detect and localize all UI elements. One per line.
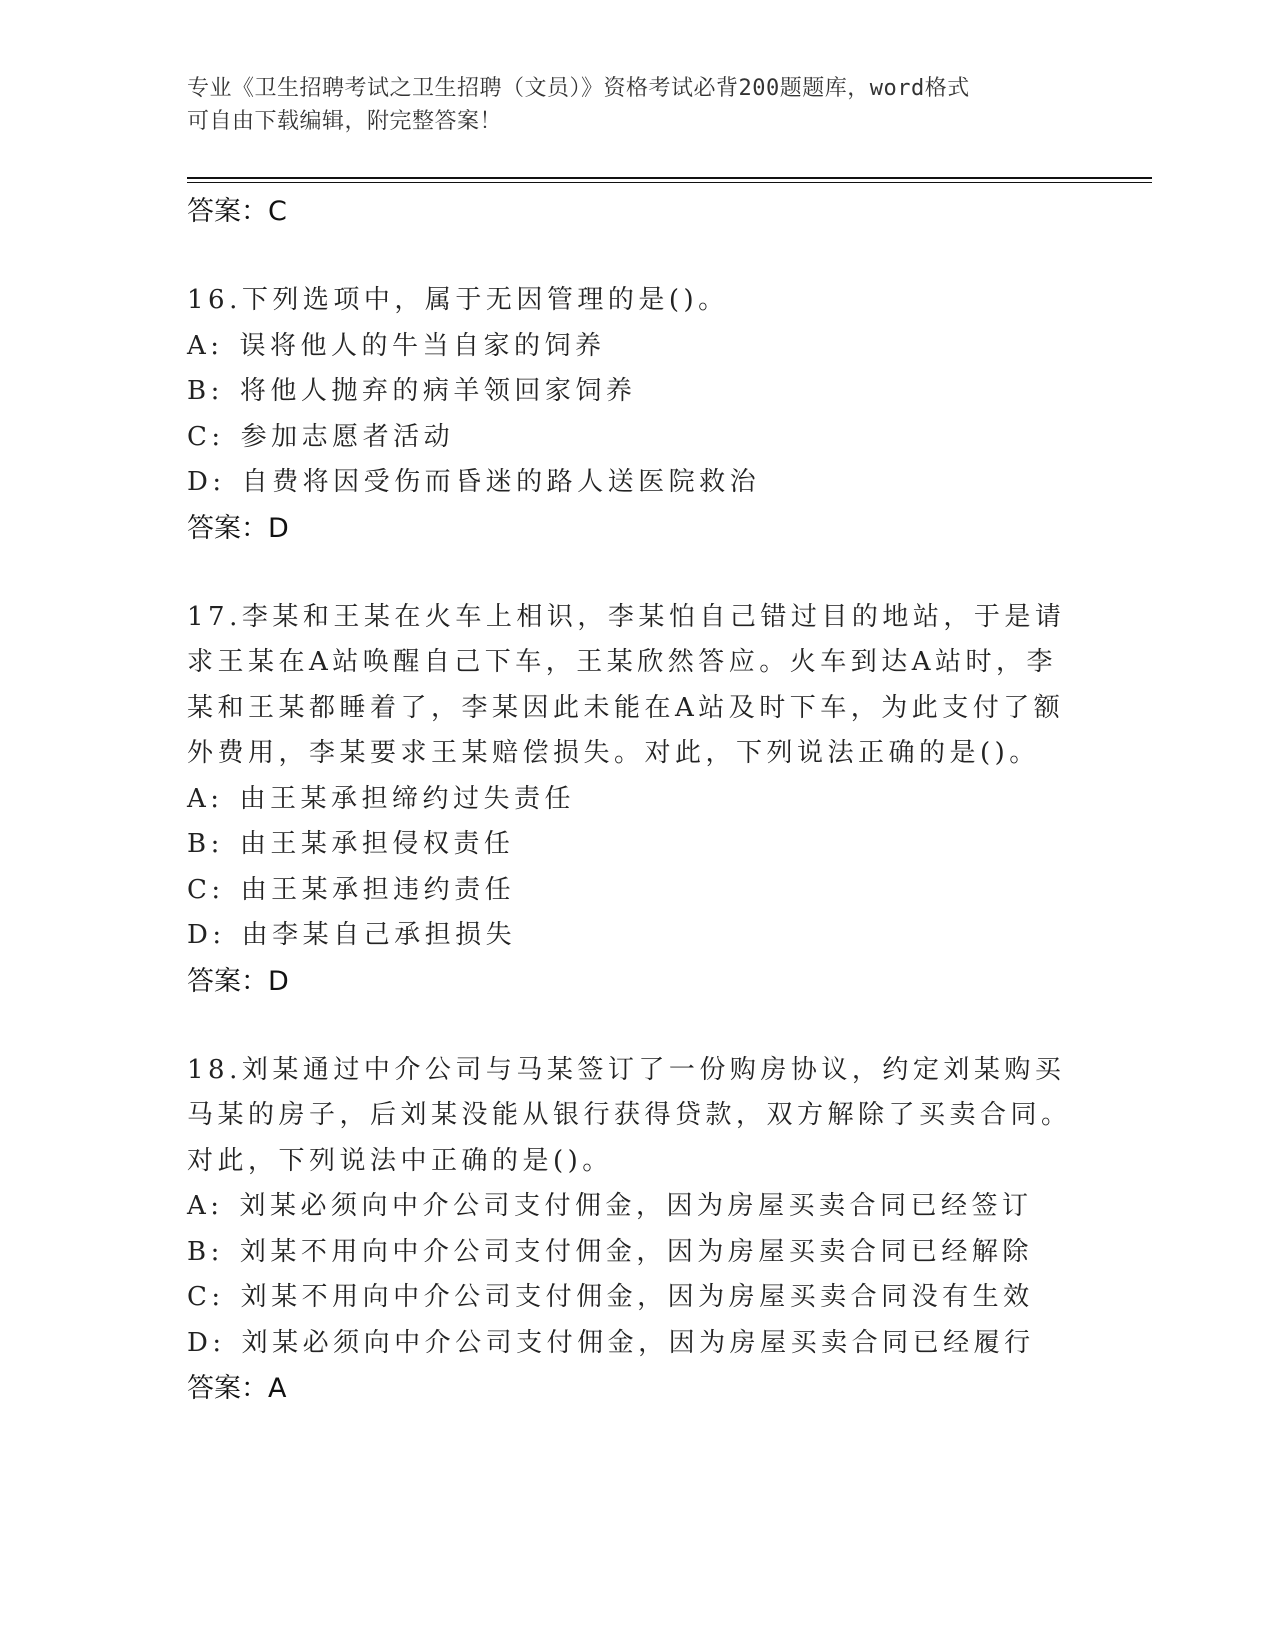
option-key: B:	[187, 829, 224, 859]
option-text: 参加志愿者活动	[240, 421, 455, 452]
option-c	[187, 1275, 1087, 1321]
question-17	[187, 595, 1087, 1004]
option-b	[187, 822, 1087, 868]
option-key: C:	[187, 421, 225, 452]
option-b	[187, 1230, 1087, 1276]
option-text: 刘某必须向中介公司支付佣金，因为房屋买卖合同已经签订	[239, 1191, 1033, 1221]
option-text: 刘某不用向中介公司支付佣金，因为房屋买卖合同没有生效	[240, 1282, 1034, 1312]
option-c	[187, 415, 1087, 461]
header-divider-thin	[187, 182, 1152, 183]
option-key: B:	[187, 376, 224, 406]
question-16	[187, 278, 1087, 551]
option-text: 由王某承担违约责任	[240, 874, 516, 905]
option-key: D:	[187, 1327, 226, 1358]
option-text: 自费将因受伤而昏迷的路人送医院救治	[241, 467, 761, 497]
option-c	[187, 868, 1087, 914]
option-key: D:	[187, 467, 226, 497]
option-key: B:	[187, 1236, 224, 1267]
header-line-2: 可自由下载编辑，附完整答案！	[187, 109, 503, 134]
question-18	[187, 1048, 1087, 1412]
option-a	[187, 324, 1087, 370]
option-text: 由李某自己承担损失	[241, 920, 517, 950]
option-key: A:	[187, 783, 224, 814]
header-line-1: 专业《卫生招聘考试之卫生招聘（文员）》资格考试必背200题题库，word格式	[187, 76, 970, 101]
question-stem: 18.刘某通过中介公司与马某签订了一份购房协议，约定刘某购买马某的房子，后刘某没能从银行获得贷款，双方解除了买卖合同。对此，下列说法中正确的是()。	[187, 1054, 1072, 1176]
option-a	[187, 777, 1087, 823]
option-key: D:	[187, 920, 226, 950]
document-header	[187, 72, 1067, 138]
option-key: C:	[187, 874, 225, 905]
answer-line: 答案：A	[187, 1373, 287, 1404]
question-stem: 17.李某和王某在火车上相识，李某怕自己错过目的地站，于是请求王某在A站唤醒自己下车，王某欣然答应。火车到达A站时，李某和王某都睡着了，李某因此未能在A站及时下车，为此支付了额外费用，李某要求王某赔偿损失。对此，下列说法正确的是()。	[187, 601, 1066, 768]
option-text: 刘某不用向中介公司支付佣金，因为房屋买卖合同已经解除	[239, 1236, 1033, 1267]
option-d	[187, 460, 1087, 506]
header-divider-thick	[187, 177, 1152, 179]
option-key: A:	[187, 330, 224, 361]
answer-line: 答案：D	[187, 965, 289, 997]
option-b	[187, 369, 1087, 415]
option-key: A:	[187, 1191, 224, 1221]
option-text: 将他人抛弃的病羊领回家饲养	[239, 376, 637, 406]
option-text: 误将他人的牛当自家的饲养	[239, 330, 606, 361]
answer-line: 答案：D	[187, 512, 289, 544]
option-key: C:	[187, 1282, 225, 1312]
option-d	[187, 1321, 1087, 1367]
option-text: 刘某必须向中介公司支付佣金，因为房屋买卖合同已经履行	[241, 1327, 1035, 1358]
answer-line: 答案：C	[187, 196, 287, 227]
question-stem: 16.下列选项中，属于无因管理的是()。	[187, 285, 729, 315]
option-d	[187, 913, 1087, 959]
option-text: 由王某承担侵权责任	[239, 829, 515, 859]
question-list	[187, 189, 1087, 1411]
option-text: 由王某承担缔约过失责任	[239, 783, 576, 814]
option-a	[187, 1184, 1087, 1230]
